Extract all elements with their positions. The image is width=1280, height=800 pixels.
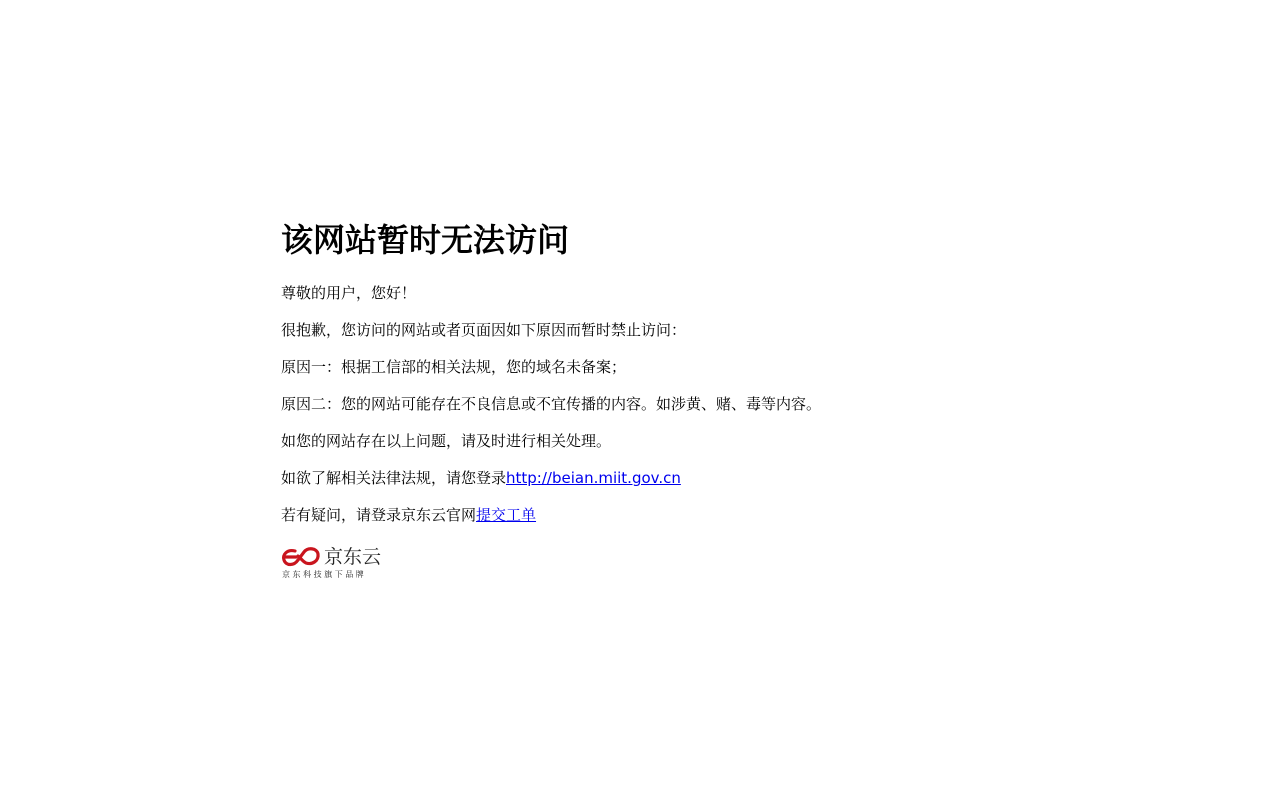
question-prefix: 若有疑问，请登录京东云官网 (281, 506, 477, 524)
handle-text: 如您的网站存在以上问题，请及时进行相关处理。 (281, 432, 612, 450)
law-info-prefix: 如欲了解相关法律法规，请您登录 (281, 469, 507, 487)
law-info-line (281, 468, 1041, 488)
question-line (281, 505, 1041, 525)
logo-subtitle-text: 京 东 科 技 旗 下 品 牌 (282, 570, 364, 579)
reason-two-text: 原因二：您的网站可能存在不良信息或不宜传播的内容。如涉黄、赌、毒等内容。 (281, 395, 822, 413)
beian-link[interactable]: http://beian.miit.gov.cn (506, 469, 681, 487)
notice-content (281, 218, 1041, 580)
greeting-text: 尊敬的用户，您好！ (281, 284, 417, 302)
reason-one-text: 原因一：根据工信部的相关法规，您的域名未备案； (281, 358, 627, 376)
page-title: 该网站暂时无法访问 (281, 221, 570, 259)
jdcloud-logo-mark (281, 540, 393, 580)
submit-ticket-link[interactable]: 提交工单 (476, 506, 537, 524)
apology-text: 很抱歉，您访问的网站或者页面因如下原因而暂时禁止访问： (281, 321, 687, 339)
logo-brand-text: 京东云 (324, 546, 382, 568)
jdcloud-logo (281, 540, 393, 580)
